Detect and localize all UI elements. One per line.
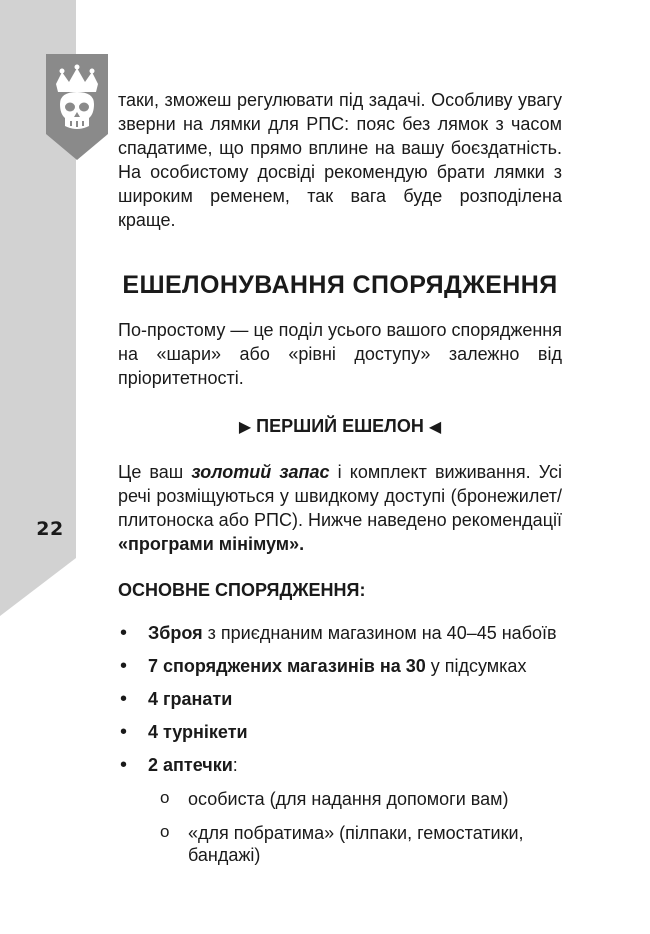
echelon-description <box>118 460 562 556</box>
section-definition: По-простому — це поділ усього вашого спорядження на «шари» або «рівні доступу» залежно від пріоритетності. <box>118 320 562 388</box>
list-item-tourniquets <box>118 721 562 743</box>
page-number: 22 <box>36 518 64 540</box>
gold-reserve-emphasis: золотий запас <box>191 462 330 482</box>
item-bold: 2 аптечки <box>148 755 233 775</box>
section-title: ЕШЕЛОНУВАННЯ СПОРЯДЖЕННЯ <box>122 271 558 299</box>
item-bold: 4 гранати <box>148 689 233 709</box>
sublist-item-comrade: o «для побратима» (пілпаки, гемостатики, бандажі) <box>148 822 562 866</box>
right-triangle-icon: ▶ <box>238 419 252 436</box>
item-bold: 4 турнікети <box>148 722 248 742</box>
list-item-first-aid-kits <box>118 754 562 866</box>
item-bold: Зброя <box>148 623 203 643</box>
crowned-skull-badge-icon <box>46 54 108 162</box>
list-item-grenades <box>118 688 562 710</box>
page-content <box>118 88 562 878</box>
echelon-heading <box>118 414 562 440</box>
list-item-weapon <box>118 622 562 644</box>
list-title: ОСНОВНЕ СПОРЯДЖЕННЯ: <box>118 580 366 600</box>
item-rest: : <box>232 755 238 775</box>
echelon-title: ПЕРШИЙ ЕШЕЛОН <box>256 416 424 436</box>
equipment-list <box>118 622 562 866</box>
first-aid-sublist <box>148 788 562 866</box>
item-rest: у підсумках <box>425 656 527 676</box>
list-item-magazines <box>118 655 562 677</box>
item-bold: 7 споряджених магазинів на 30 <box>148 656 426 676</box>
item-rest: з приєднаним магазином на 40–45 набоїв <box>202 623 557 643</box>
echelon-text-before: Це ваш <box>118 462 192 482</box>
left-triangle-icon: ◀ <box>428 419 442 436</box>
intro-paragraph: таки, зможеш регулювати під задачі. Особливу увагу зверни на лямки для РПС: пояс без лямок з часом спадатиме, що прямо вплине на вашу боєздатність. На особистому досвіді рекомендую брати лямки з широким ременем, так вага буде розподілена краще. <box>118 90 562 230</box>
echelon-text-middle: і комплект виживання. Усі речі розміщуються у швидкому доступі (бронежилет/плитоноска або РПС). Нижче наведено рекомендації <box>118 462 562 530</box>
program-minimum-emphasis: «програми мінімум». <box>118 534 305 554</box>
sublist-item-personal: o особиста (для надання допомоги вам) <box>148 788 562 810</box>
